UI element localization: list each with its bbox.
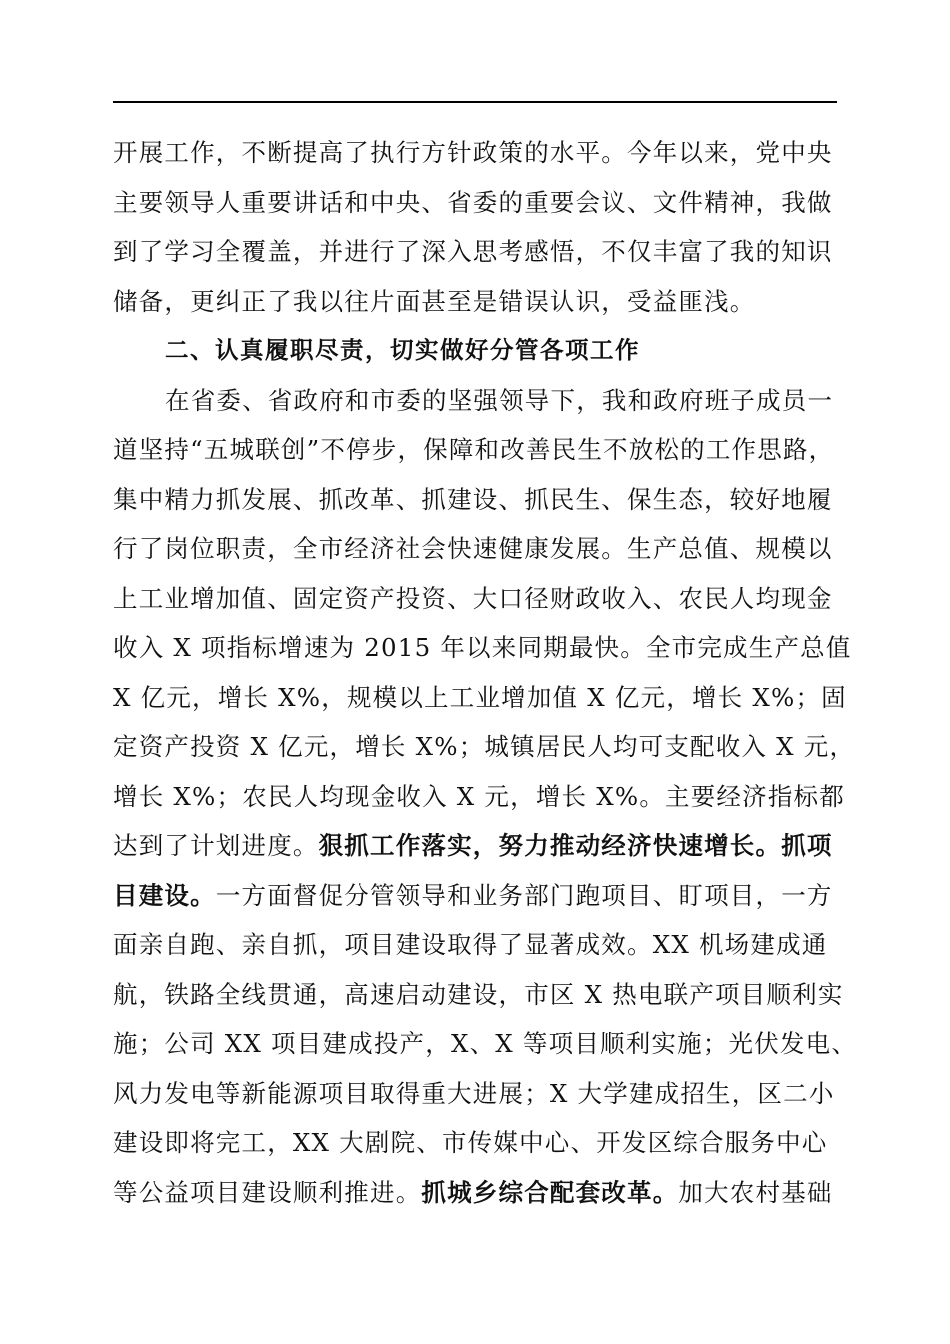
text-line <box>113 425 853 475</box>
text-segment: 面亲自跑、亲自抓，项目建设取得了显著成效。XX 机场建成通 <box>113 930 828 959</box>
text-line <box>113 920 853 970</box>
text-segment: 集中精力抓发展、抓改革、抓建设、抓民生、保生态，较好地履 <box>113 484 833 514</box>
text-segment: 风力发电等新能源项目取得重大进展；X 大学建成招生，区二小 <box>113 1078 835 1108</box>
text-line <box>113 1168 853 1218</box>
text-line <box>113 128 853 178</box>
section-heading-text: 二、认真履职尽责，切实做好分管各项工作 <box>165 336 640 364</box>
section-heading <box>113 326 853 376</box>
text-segment: 建设即将完工，XX 大剧院、市传媒中心、开发区综合服务中心 <box>113 1128 828 1157</box>
text-line <box>113 722 856 772</box>
text-line <box>113 1069 853 1119</box>
text-segment: X 亿元，增长 X%，规模以上工业增加值 X 亿元，增长 X%；固 <box>113 682 847 712</box>
text-segment: 主要领导人重要讲话和中央、省委的重要会议、文件精神，我做 <box>113 187 833 217</box>
text-line <box>113 574 853 624</box>
header-rule <box>113 101 837 103</box>
text-segment: 在省委、省政府和市委的坚强领导下，我和政府班子成员一 <box>165 385 834 415</box>
text-line <box>113 772 853 822</box>
text-segment: 收入 X 项指标增速为 2015 年以来同期最快。全市完成生产总值 <box>113 633 852 662</box>
text-line <box>113 623 853 673</box>
paragraph-first-line <box>113 376 853 426</box>
text-segment: 达到了计划进度。 <box>113 831 319 860</box>
text-line <box>113 871 853 921</box>
text-line <box>113 277 853 327</box>
text-segment: 储备，更纠正了我以往片面甚至是错误认识，受益匪浅。 <box>113 286 756 316</box>
text-segment: 行了岗位职责，全市经济社会快速健康发展。生产总值、规模以 <box>113 534 833 563</box>
text-line <box>113 475 853 525</box>
text-line <box>113 970 853 1020</box>
text-segment: 道坚持“五城联创”不停步，保障和改善民生不放松的工作思路， <box>113 435 835 464</box>
text-line <box>113 524 853 574</box>
text-segment: 增长 X%；农民人均现金收入 X 元，增长 X%。主要经济指标都 <box>113 781 845 811</box>
text-segment: 航，铁路全线贯通，高速启动建设，市区 X 热电联产项目顺利实 <box>113 979 844 1009</box>
text-segment: 一方面督促分管领导和业务部门跑项目、盯项目，一方 <box>215 880 833 910</box>
text-line <box>113 821 853 871</box>
document-body <box>113 128 858 1217</box>
text-line <box>113 1019 858 1069</box>
text-segment: 上工业增加值、固定资产投资、大口径财政收入、农民人均现金 <box>113 583 833 613</box>
text-segment: 定资产投资 X 亿元，增长 X%；城镇居民人均可支配收入 X 元， <box>113 732 856 761</box>
text-segment: 加大农村基础 <box>678 1177 833 1207</box>
bold-phrase: 抓城乡综合配套改革。 <box>421 1177 679 1207</box>
text-segment: 到了学习全覆盖，并进行了深入思考感悟，不仅丰富了我的知识 <box>113 237 833 266</box>
bold-phrase: 目建设。 <box>113 880 216 910</box>
text-line <box>113 1118 853 1168</box>
text-segment: 施；公司 XX 项目建成投产，X、X 等项目顺利实施；光伏发电、 <box>113 1029 858 1058</box>
text-segment: 等公益项目建设顺利推进。 <box>113 1177 422 1207</box>
bold-phrase: 狠抓工作落实，努力推动经济快速增长。抓项 <box>318 831 833 860</box>
text-segment: 开展工作，不断提高了执行方针政策的水平。今年以来，党中央 <box>113 138 833 167</box>
text-line <box>113 178 853 228</box>
text-line <box>113 227 853 277</box>
text-line <box>113 673 853 723</box>
